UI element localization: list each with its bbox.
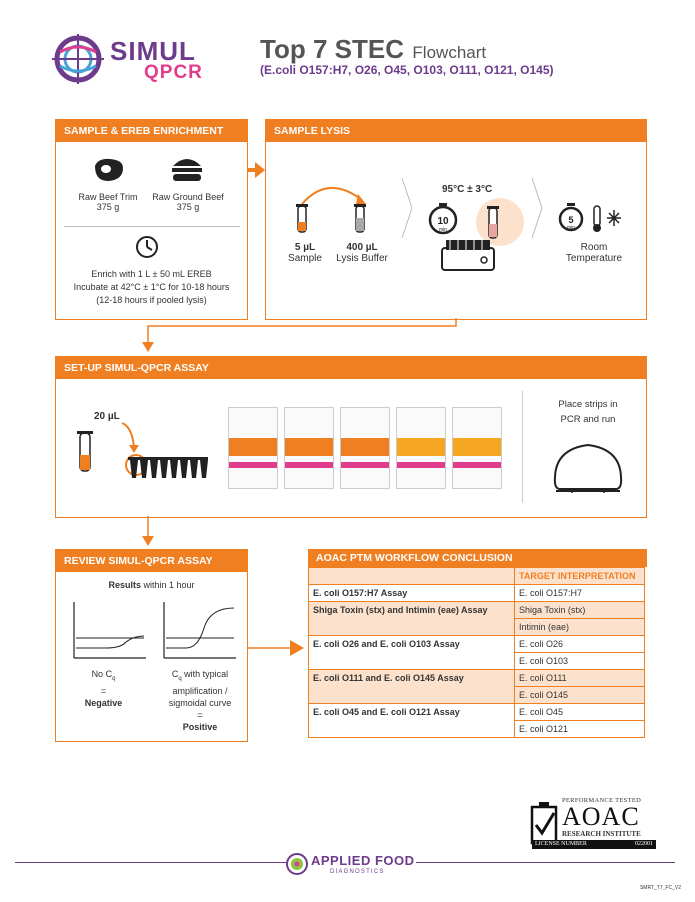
target-cell: E. coli O145 — [515, 687, 645, 704]
document-code: SMRT_T7_FC_V2 — [639, 885, 681, 891]
footer-brand-sub: DIAGNOSTICS — [330, 869, 385, 875]
negative-label: Negative — [84, 697, 123, 708]
table-row — [309, 670, 645, 687]
buffer-volume-label: Lysis Buffer — [336, 253, 388, 264]
assay-card — [340, 407, 390, 489]
place-strips-line2: PCR and run — [560, 414, 616, 425]
table-row — [309, 602, 645, 619]
pipette-strip-icon — [74, 413, 234, 485]
buffer-volume: 400 µL — [346, 242, 378, 253]
applied-food-logo-icon — [286, 853, 308, 875]
positive-line2: amplification / — [172, 685, 228, 696]
place-strips-line1: Place strips in — [558, 399, 618, 410]
negative-line1 — [56, 668, 151, 685]
table-cell — [309, 568, 515, 585]
results-rest: within 1 hour — [140, 580, 195, 590]
assay-card — [284, 407, 334, 489]
timer2-value: 5 — [568, 215, 574, 225]
target-cell: E. coli O157:H7 — [515, 585, 645, 602]
arrow-right-icon — [248, 160, 266, 180]
target-cell: E. coli O121 — [515, 721, 645, 738]
enrich-line1: Enrich with 1 L ± 50 mL EREB — [91, 269, 212, 279]
aoac-institute: RESEARCH INSTITUTE — [562, 830, 641, 838]
target-cell: Shiga Toxin (stx) — [515, 602, 645, 619]
footer-brand — [311, 853, 415, 868]
enrich-line2: Incubate at 42°C ± 1°C for 10-18 hours — [73, 282, 230, 292]
conclusion-panel — [308, 549, 647, 738]
enrich-line3: (12-18 hours if pooled lysis) — [96, 295, 207, 305]
clock-icon — [134, 234, 160, 260]
pipette-volume: 20 µL — [94, 411, 120, 422]
assay-card — [452, 407, 502, 489]
setup-panel — [55, 356, 647, 518]
timer1-value: 10 — [437, 216, 449, 227]
results-bold: Results — [108, 580, 141, 590]
thermometer-snowflake-icon — [590, 204, 622, 234]
enrichment-header: SAMPLE & EREB ENRICHMENT — [56, 120, 247, 142]
table-row — [309, 636, 645, 653]
logo-qpcr-text: QPCR — [144, 62, 203, 83]
sample1-name: Raw Beef Trim — [78, 192, 138, 202]
footer-brand-text: APPLIED FOOD — [311, 853, 415, 868]
title-suffix: Flowchart — [412, 43, 487, 62]
sample2-weight: 375 g — [176, 202, 200, 212]
timer-icon — [556, 202, 586, 234]
ground-beef-icon — [170, 154, 204, 184]
target-column-header: TARGET INTERPRETATION — [515, 568, 645, 585]
page-subtitle: (E.coli O157:H7, O26, O45, O103, O111, O121, O145) — [260, 63, 554, 77]
heat-temperature: 95°C ± 3°C — [442, 184, 493, 195]
aoac-name: AOAC — [562, 802, 640, 831]
connector-arrow-icon — [140, 318, 460, 358]
lysis-panel — [265, 119, 647, 320]
chevron-right-icon — [530, 178, 544, 238]
table-row — [309, 704, 645, 721]
sample2-name: Raw Ground Beef — [152, 192, 224, 202]
assay-cell: E. coli O45 and E. coli O121 Assay — [309, 704, 515, 738]
review-panel — [55, 549, 248, 742]
title-main: Top 7 STEC — [260, 34, 404, 64]
aoac-badge — [530, 797, 656, 849]
table-row — [309, 585, 645, 602]
beef-trim-icon — [92, 156, 126, 184]
assay-cell: E. coli O26 and E. coli O103 Assay — [309, 636, 515, 670]
page-title — [260, 34, 486, 65]
divider — [522, 391, 523, 503]
amplification-curves-icon — [66, 602, 238, 664]
conclusion-header: AOAC PTM WORKFLOW CONCLUSION — [308, 549, 647, 567]
logo-mark-icon — [50, 34, 110, 84]
positive-line1 — [152, 668, 248, 685]
arrow-right-icon — [248, 638, 308, 658]
timer2-unit: min — [566, 225, 576, 231]
positive-label: Positive — [182, 721, 218, 732]
simul-qpcr-logo — [50, 34, 230, 84]
heat-block-icon — [440, 236, 496, 272]
chevron-right-icon — [400, 178, 414, 238]
timer-icon — [426, 202, 460, 236]
down-arrow-icon — [140, 516, 160, 550]
positive-line1-rest: with typical — [181, 669, 229, 679]
positive-equals: = — [197, 709, 203, 720]
target-cell: E. coli O103 — [515, 653, 645, 670]
enrichment-panel — [55, 119, 248, 320]
conclusion-table — [308, 567, 645, 738]
target-cell: Intimin (eae) — [515, 619, 645, 636]
sample-volume-label: Sample — [288, 253, 322, 264]
footer-logo — [286, 851, 416, 879]
target-cell: E. coli O45 — [515, 704, 645, 721]
review-header — [56, 550, 247, 572]
target-cell: E. coli O111 — [515, 670, 645, 687]
sample1-weight: 375 g — [96, 202, 120, 212]
assay-card — [396, 407, 446, 489]
negative-sub: q — [112, 675, 116, 682]
pcr-instrument-icon — [552, 439, 624, 497]
positive-cq: C — [171, 669, 179, 679]
table-row — [309, 568, 645, 585]
logo-simul-text: SIMUL — [110, 36, 196, 66]
aoac-top-text: PERFORMANCE TESTED — [562, 797, 642, 804]
room-label-2: Temperature — [565, 253, 623, 264]
setup-header: SET-UP SIMUL-QPCR ASSAY — [56, 357, 646, 379]
aoac-license-bar — [532, 840, 656, 849]
positive-line3: sigmoidal curve — [168, 697, 232, 708]
timer1-unit: min — [438, 227, 448, 233]
review-header-text: REVIEW SIMUL-QPCR ASSAY — [64, 555, 213, 567]
sample-volume: 5 µL — [294, 242, 316, 253]
divider — [64, 226, 240, 227]
negative-ncq: No C — [91, 669, 113, 679]
aoac-license-number: 022001 — [635, 841, 653, 847]
room-label-1: Room — [580, 242, 608, 253]
aoac-license-label: LICENSE NUMBER — [535, 841, 587, 847]
assay-card — [228, 407, 278, 489]
target-cell: E. coli O26 — [515, 636, 645, 653]
assay-cell: Shiga Toxin (stx) and Intimin (eae) Assay — [309, 602, 515, 636]
lysis-header: SAMPLE LYSIS — [266, 120, 646, 142]
positive-sub: q — [178, 675, 182, 682]
assay-cell: E. coli O157:H7 Assay — [309, 585, 515, 602]
negative-equals: = — [100, 685, 107, 696]
assay-cell: E. coli O111 and E. coli O145 Assay — [309, 670, 515, 704]
transfer-tubes-icon — [288, 182, 398, 238]
